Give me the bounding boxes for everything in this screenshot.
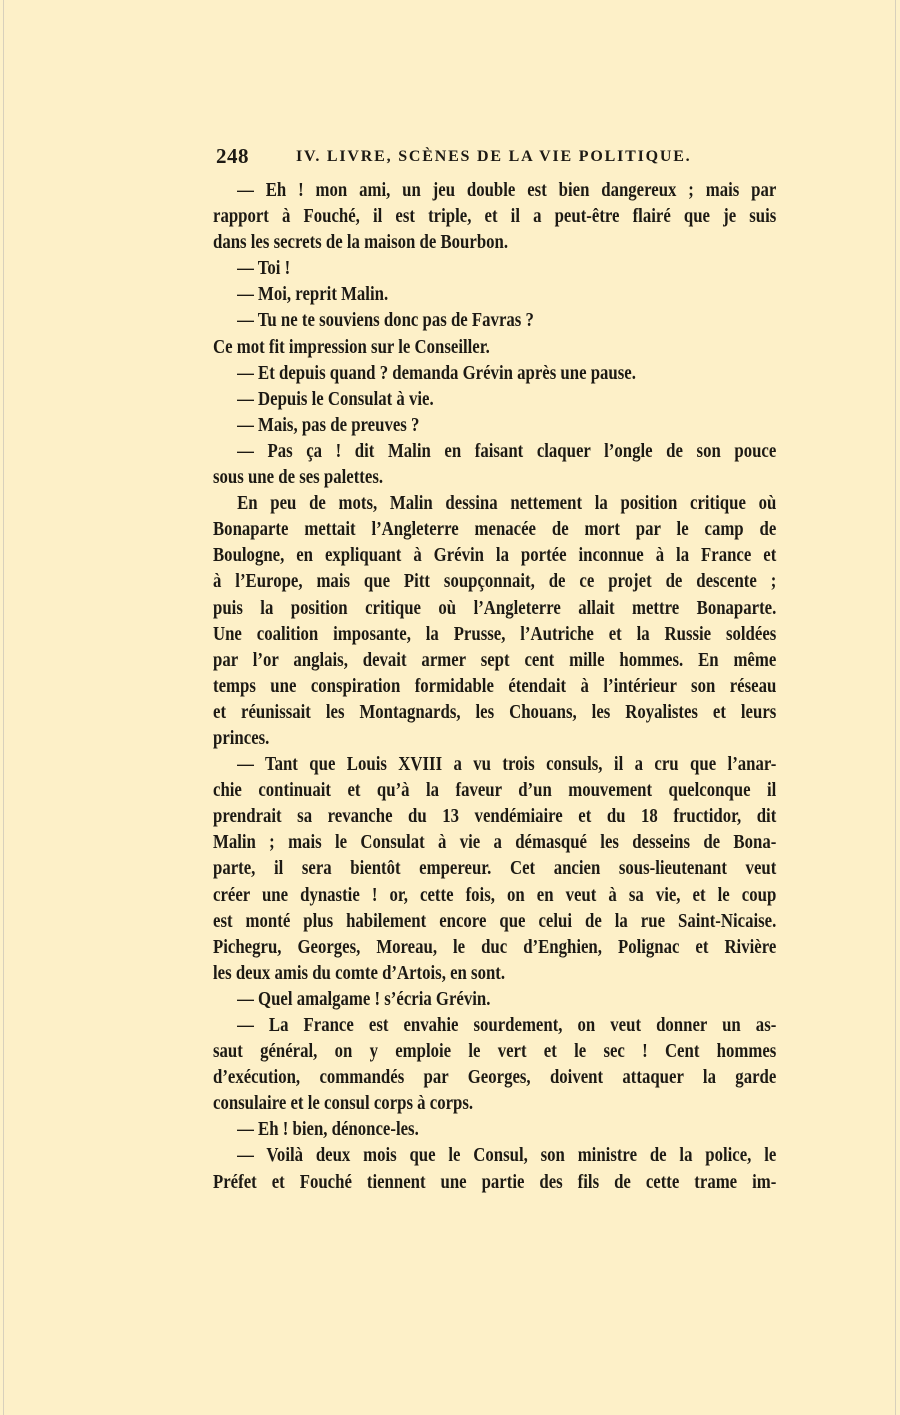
text-line: — Tu ne te souviens donc pas de Favras ? [237,310,534,332]
text-line: Une coalition imposante, la Prusse, l’Autriche et la Russie soldées [213,623,777,645]
text-line: — Et depuis quand ? demanda Grévin après une pause. [237,362,636,384]
body-text [213,178,777,1196]
text-line: — Mais, pas de preuves ? [237,414,420,436]
text-line: prendrait sa revanche du 13 vendémiaire et du 18 fructidor, dit [213,806,777,828]
text-line: sous une de ses palettes. [213,467,384,489]
text-line: et réunissait les Montagnards, les Chouans, les Royalistes et leurs [213,701,777,723]
text-line: temps une conspiration formidable étendait à l’intérieur son réseau [213,675,777,697]
text-line: créer une dynastie ! or, cette fois, on en veut à sa vie, et le coup [213,884,777,906]
running-title: IV. LIVRE, SCÈNES DE LA VIE POLITIQUE. [296,148,692,165]
text-line: Préfet et Fouché tiennent une partie des fils de cette trame im- [213,1171,777,1193]
text-line: d’exécution, commandés par Georges, doivent attaquer la garde [213,1067,777,1089]
text-line: En peu de mots, Malin dessina nettement la position critique où [237,493,777,515]
page-header [216,144,776,174]
text-line: parte, il sera bientôt empereur. Cet ancien sous-lieutenant veut [213,858,777,880]
text-line: princes. [213,727,270,749]
text-line: Boulogne, en expliquant à Grévin la portée inconnue à la France et [213,545,777,567]
text-line: Malin ; mais le Consulat à vie a démasqué les desseins de Bona- [213,832,777,854]
text-line: — Moi, reprit Malin. [237,284,389,306]
text-line: les deux amis du comte d’Artois, en sont. [213,962,506,984]
text-line: — Pas ça ! dit Malin en faisant claquer l’ongle de son pouce [237,440,777,462]
text-line: — Eh ! bien, dénonce-les. [237,1119,419,1141]
text-line: — Eh ! mon ami, un jeu double est bien dangereux ; mais par [237,180,777,201]
text-line: dans les secrets de la maison de Bourbon. [213,232,509,254]
text-line: à l’Europe, mais que Pitt soupçonnait, de ce projet de descente ; [213,571,777,593]
text-line: — La France est envahie sourdement, on veut donner un as- [237,1015,777,1036]
text-line: — Voilà deux mois que le Consul, son ministre de la police, le [237,1145,777,1167]
text-line: consulaire et le consul corps à corps. [213,1093,474,1115]
text-line: — Tant que Louis XVIII a vu trois consuls, il a cru que l’anar- [237,754,777,776]
text-line: rapport à Fouché, il est triple, et il a peut-être flairé que je suis [213,206,777,228]
text-line: — Toi ! [237,258,291,280]
text-line: Pichegru, Georges, Moreau, le duc d’Enghien, Polignac et Rivière [213,936,777,958]
book-page [3,0,896,1415]
text-line: par l’or anglais, devait armer sept cent mille hommes. En même [213,649,777,671]
text-line: puis la position critique où l’Angleterre allait mettre Bonaparte. [213,597,777,619]
page-number: 248 [216,144,249,168]
text-line: Bonaparte mettait l’Angleterre menacée de mort par le camp de [213,519,777,541]
text-line: Ce mot fit impression sur le Conseiller. [213,336,490,358]
text-line: chie continuait et qu’à la faveur d’un mouvement quelconque il [213,780,777,802]
text-line: — Depuis le Consulat à vie. [237,388,434,410]
text-line: saut général, on y emploie le vert et le sec ! Cent hommes [213,1041,777,1063]
text-line: — Quel amalgame ! s’écria Grévin. [237,988,491,1010]
text-line: est monté plus habilement encore que celui de la rue Saint-Nicaise. [213,910,777,932]
